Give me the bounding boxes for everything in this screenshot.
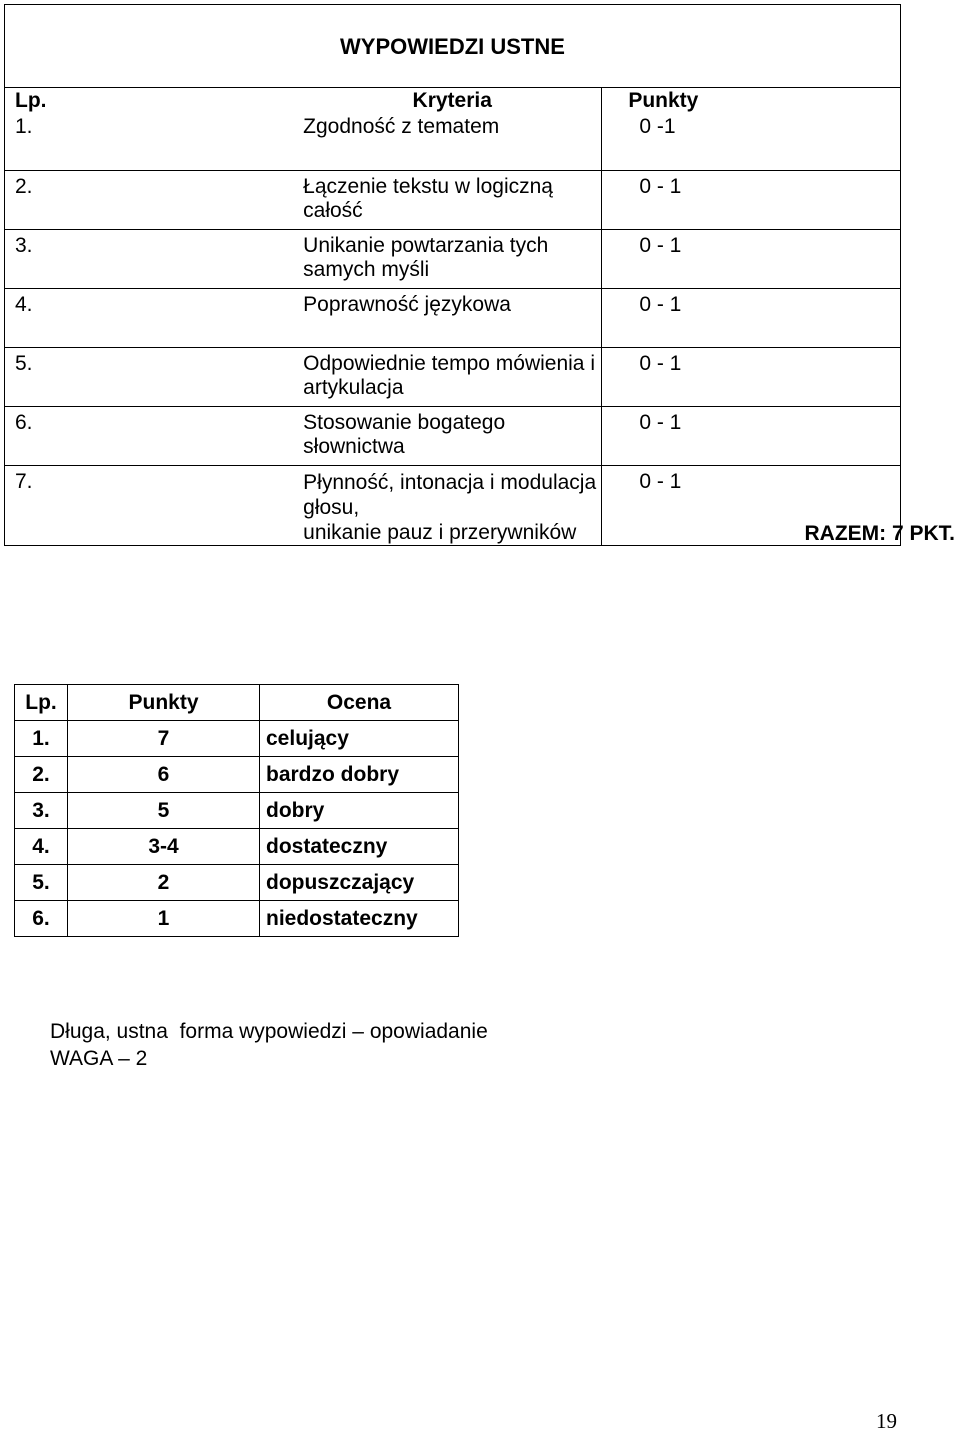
grades-header-grade: Ocena xyxy=(260,685,459,721)
criteria-row xyxy=(5,230,901,289)
grades-row xyxy=(15,865,459,901)
criteria-row xyxy=(5,289,901,348)
criteria-row-text: Łączenie tekstu w logiczną całość xyxy=(303,171,602,230)
grades-row-lp: 5. xyxy=(15,865,68,901)
criteria-row-points: 0 - 1 xyxy=(602,289,901,348)
total-points: RAZEM: 7 PKT. xyxy=(804,522,955,545)
note-line2: WAGA – 2 xyxy=(50,1047,148,1070)
criteria-row-points: 0 - 1 xyxy=(602,407,901,466)
criteria-row-text-line1: Płynność, intonacja i modulacja głosu, xyxy=(303,471,597,519)
grades-row-points: 7 xyxy=(68,721,260,757)
grades-header-row xyxy=(15,685,459,721)
criteria-row xyxy=(5,407,901,466)
criteria-row xyxy=(5,348,901,407)
grades-header-points: Punkty xyxy=(68,685,260,721)
criteria-row-lp: 3. xyxy=(5,230,304,289)
criteria-row-points: 0 - 1 xyxy=(602,230,901,289)
criteria-row-text: Odpowiednie tempo mówienia i artykulacja xyxy=(303,348,602,407)
grades-row xyxy=(15,793,459,829)
criteria-row xyxy=(5,171,901,230)
criteria-row-points: 0 - 1 xyxy=(602,466,901,546)
criteria-row-lp: 6. xyxy=(5,407,304,466)
grades-row xyxy=(15,757,459,793)
criteria-row-lp: 5. xyxy=(5,348,304,407)
criteria-row-points: 0 - 1 xyxy=(602,171,901,230)
grades-row-points: 3-4 xyxy=(68,829,260,865)
grades-row-lp: 1. xyxy=(15,721,68,757)
grades-row-points: 2 xyxy=(68,865,260,901)
grades-row-grade: celujący xyxy=(260,721,459,757)
grades-row-lp: 6. xyxy=(15,901,68,937)
criteria-row-text: Poprawność językowa xyxy=(303,289,602,348)
header-criteria: Kryteria xyxy=(303,88,602,116)
criteria-row-text-line2: unikanie pauz i przerywników xyxy=(303,521,577,544)
note-line1: Długa, ustna forma wypowiedzi – opowiadanie xyxy=(50,1020,488,1043)
grades-header-lp: Lp. xyxy=(15,685,68,721)
criteria-row-text: Zgodność z tematem xyxy=(303,115,602,171)
criteria-row xyxy=(5,466,901,546)
grades-row-points: 5 xyxy=(68,793,260,829)
criteria-row-text: Stosowanie bogatego słownictwa xyxy=(303,407,602,466)
grades-table xyxy=(14,684,459,937)
grades-row xyxy=(15,721,459,757)
criteria-row-text xyxy=(303,466,602,546)
grades-row-grade: dopuszczający xyxy=(260,865,459,901)
grades-row-points: 1 xyxy=(68,901,260,937)
grades-row-lp: 2. xyxy=(15,757,68,793)
criteria-row xyxy=(5,115,901,171)
criteria-table-title: WYPOWIEDZI USTNE xyxy=(5,5,901,88)
header-lp: Lp. xyxy=(5,88,304,116)
grades-row-grade: niedostateczny xyxy=(260,901,459,937)
grades-row-lp: 3. xyxy=(15,793,68,829)
criteria-row-lp: 2. xyxy=(5,171,304,230)
grades-row-grade: dobry xyxy=(260,793,459,829)
criteria-row-points: 0 - 1 xyxy=(602,348,901,407)
grades-row-lp: 4. xyxy=(15,829,68,865)
grades-row xyxy=(15,829,459,865)
criteria-row-lp: 7. xyxy=(5,466,304,546)
grades-row-grade: bardzo dobry xyxy=(260,757,459,793)
criteria-row-text: Unikanie powtarzania tych samych myśli xyxy=(303,230,602,289)
grades-row-grade: dostateczny xyxy=(260,829,459,865)
header-points: Punkty xyxy=(602,88,901,116)
page-number: 19 xyxy=(876,1409,897,1433)
criteria-row-lp: 4. xyxy=(5,289,304,348)
criteria-table xyxy=(4,4,901,546)
criteria-header-row xyxy=(5,88,901,116)
grades-row xyxy=(15,901,459,937)
criteria-row-points: 0 -1 xyxy=(602,115,901,171)
note xyxy=(50,1018,488,1072)
criteria-row-lp: 1. xyxy=(5,115,304,171)
grades-row-points: 6 xyxy=(68,757,260,793)
